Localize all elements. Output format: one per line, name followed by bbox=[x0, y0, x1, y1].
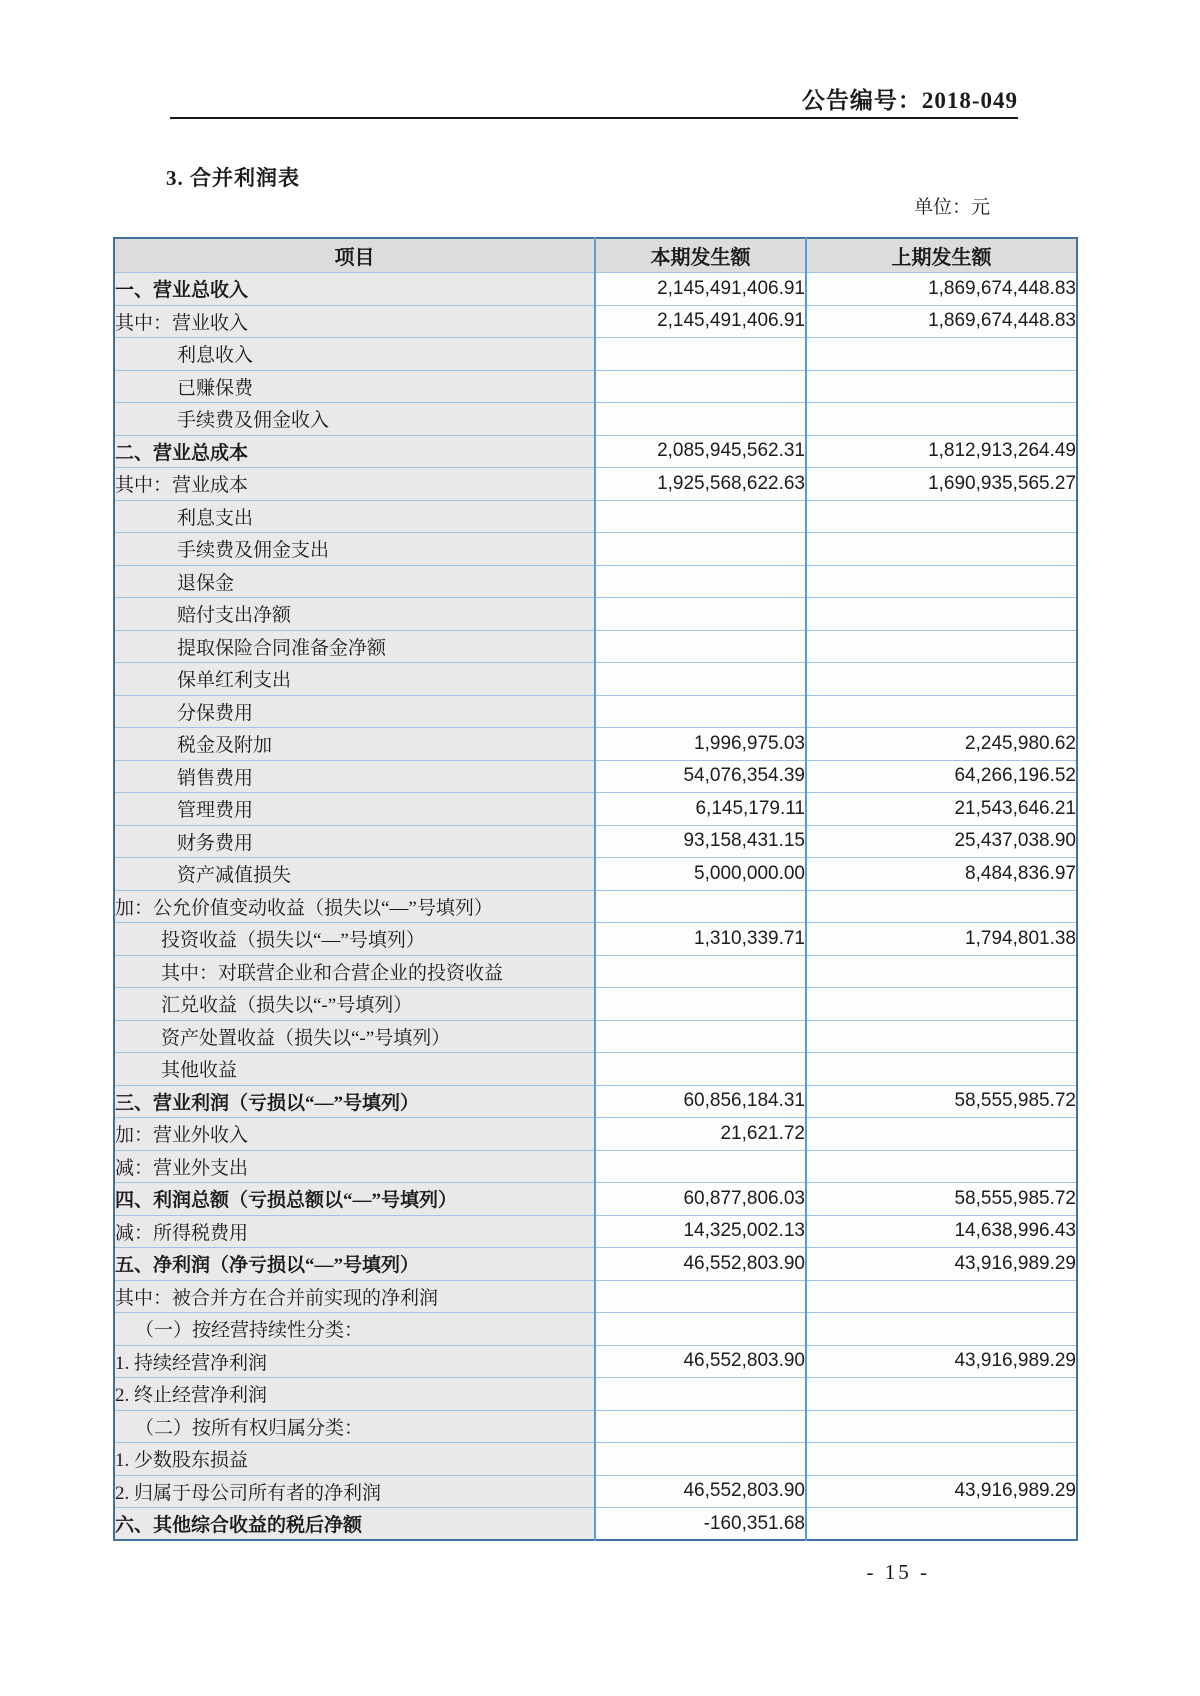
income-statement-table bbox=[113, 237, 1078, 1541]
row-label: 2. 终止经营净利润 bbox=[114, 1378, 595, 1411]
row-label: （一）按经营持续性分类： bbox=[114, 1313, 595, 1346]
table-row bbox=[114, 923, 1077, 956]
row-prior-value bbox=[806, 1378, 1077, 1411]
row-label: 投资收益（损失以“—”号填列） bbox=[114, 923, 595, 956]
table-row bbox=[114, 1313, 1077, 1346]
row-label: 其中：对联营企业和合营企业的投资收益 bbox=[114, 955, 595, 988]
row-prior-value bbox=[806, 663, 1077, 696]
row-label: 税金及附加 bbox=[114, 728, 595, 761]
table-row bbox=[114, 305, 1077, 338]
row-prior-value: 58,555,985.72 bbox=[806, 1085, 1077, 1118]
table-row bbox=[114, 825, 1077, 858]
row-prior-value bbox=[806, 630, 1077, 663]
row-prior-value: 43,916,989.29 bbox=[806, 1475, 1077, 1508]
row-current-value bbox=[595, 1443, 806, 1476]
row-current-value bbox=[595, 565, 806, 598]
row-current-value bbox=[595, 695, 806, 728]
row-current-value: 2,145,491,406.91 bbox=[595, 273, 806, 306]
row-current-value: 60,877,806.03 bbox=[595, 1183, 806, 1216]
row-label: 财务费用 bbox=[114, 825, 595, 858]
row-current-value bbox=[595, 403, 806, 436]
row-label: 其他收益 bbox=[114, 1053, 595, 1086]
row-current-value bbox=[595, 1410, 806, 1443]
row-current-value bbox=[595, 1053, 806, 1086]
table-row bbox=[114, 793, 1077, 826]
row-current-value: 14,325,002.13 bbox=[595, 1215, 806, 1248]
row-label: 加：公允价值变动收益（损失以“—”号填列） bbox=[114, 890, 595, 923]
table-row bbox=[114, 1345, 1077, 1378]
table-row bbox=[114, 1183, 1077, 1216]
table-row bbox=[114, 1280, 1077, 1313]
row-current-value: -160,351.68 bbox=[595, 1508, 806, 1541]
row-prior-value bbox=[806, 1313, 1077, 1346]
row-current-value: 93,158,431.15 bbox=[595, 825, 806, 858]
table-row bbox=[114, 1378, 1077, 1411]
unit-label: 单位：元 bbox=[913, 197, 990, 218]
row-label: 销售费用 bbox=[114, 760, 595, 793]
page-number: - 15 - bbox=[866, 1560, 930, 1584]
row-prior-value: 21,543,646.21 bbox=[806, 793, 1077, 826]
row-label: 手续费及佣金支出 bbox=[114, 533, 595, 566]
row-prior-value bbox=[806, 500, 1077, 533]
table-row bbox=[114, 435, 1077, 468]
section-title: 3. 合并利润表 bbox=[166, 166, 300, 190]
table-row bbox=[114, 1020, 1077, 1053]
row-current-value bbox=[595, 663, 806, 696]
row-current-value bbox=[595, 630, 806, 663]
row-prior-value bbox=[806, 370, 1077, 403]
table-row bbox=[114, 1150, 1077, 1183]
table-row bbox=[114, 760, 1077, 793]
doc-number: 公告编号：2018-049 bbox=[801, 88, 1018, 113]
table-row bbox=[114, 468, 1077, 501]
row-prior-value bbox=[806, 1443, 1077, 1476]
row-label: 管理费用 bbox=[114, 793, 595, 826]
row-label: 已赚保费 bbox=[114, 370, 595, 403]
row-current-value bbox=[595, 533, 806, 566]
table-row bbox=[114, 1248, 1077, 1281]
table-row bbox=[114, 858, 1077, 891]
row-label: 四、利润总额（亏损总额以“—”号填列） bbox=[114, 1183, 595, 1216]
table-row bbox=[114, 988, 1077, 1021]
row-prior-value: 1,690,935,565.27 bbox=[806, 468, 1077, 501]
row-label: 三、营业利润（亏损以“—”号填列） bbox=[114, 1085, 595, 1118]
row-label: 1. 持续经营净利润 bbox=[114, 1345, 595, 1378]
table-row bbox=[114, 955, 1077, 988]
row-current-value: 46,552,803.90 bbox=[595, 1248, 806, 1281]
row-prior-value: 58,555,985.72 bbox=[806, 1183, 1077, 1216]
row-label: 减：所得税费用 bbox=[114, 1215, 595, 1248]
row-current-value bbox=[595, 1150, 806, 1183]
row-current-value: 21,621.72 bbox=[595, 1118, 806, 1151]
table-row bbox=[114, 1475, 1077, 1508]
row-current-value bbox=[595, 1020, 806, 1053]
row-prior-value bbox=[806, 1020, 1077, 1053]
row-label: 资产减值损失 bbox=[114, 858, 595, 891]
row-prior-value bbox=[806, 338, 1077, 371]
row-prior-value: 64,266,196.52 bbox=[806, 760, 1077, 793]
row-prior-value: 8,484,836.97 bbox=[806, 858, 1077, 891]
row-prior-value bbox=[806, 1280, 1077, 1313]
row-current-value bbox=[595, 338, 806, 371]
table-row bbox=[114, 370, 1077, 403]
row-prior-value: 25,437,038.90 bbox=[806, 825, 1077, 858]
table-row bbox=[114, 598, 1077, 631]
row-current-value bbox=[595, 1280, 806, 1313]
row-label: 其中：被合并方在合并前实现的净利润 bbox=[114, 1280, 595, 1313]
row-prior-value: 1,794,801.38 bbox=[806, 923, 1077, 956]
row-current-value bbox=[595, 500, 806, 533]
row-label: 分保费用 bbox=[114, 695, 595, 728]
row-current-value: 46,552,803.90 bbox=[595, 1345, 806, 1378]
row-prior-value bbox=[806, 598, 1077, 631]
row-prior-value bbox=[806, 565, 1077, 598]
row-label: 2. 归属于母公司所有者的净利润 bbox=[114, 1475, 595, 1508]
row-label: 其中：营业收入 bbox=[114, 305, 595, 338]
table-row bbox=[114, 403, 1077, 436]
table-header-row bbox=[114, 238, 1077, 273]
table-row bbox=[114, 1085, 1077, 1118]
table-row bbox=[114, 273, 1077, 306]
table-row bbox=[114, 565, 1077, 598]
table-row bbox=[114, 1053, 1077, 1086]
row-prior-value bbox=[806, 533, 1077, 566]
row-current-value bbox=[595, 1313, 806, 1346]
row-current-value: 2,145,491,406.91 bbox=[595, 305, 806, 338]
row-prior-value bbox=[806, 988, 1077, 1021]
row-prior-value bbox=[806, 403, 1077, 436]
row-prior-value bbox=[806, 1053, 1077, 1086]
row-label: 六、其他综合收益的税后净额 bbox=[114, 1508, 595, 1541]
row-label: （二）按所有权归属分类： bbox=[114, 1410, 595, 1443]
row-current-value bbox=[595, 988, 806, 1021]
table-row bbox=[114, 1508, 1077, 1541]
row-prior-value: 1,869,674,448.83 bbox=[806, 305, 1077, 338]
row-current-value bbox=[595, 598, 806, 631]
table-row bbox=[114, 663, 1077, 696]
column-header-prior-period: 上期发生额 bbox=[806, 238, 1077, 273]
table-row bbox=[114, 338, 1077, 371]
row-current-value: 46,552,803.90 bbox=[595, 1475, 806, 1508]
row-current-value: 6,145,179.11 bbox=[595, 793, 806, 826]
column-header-item: 项目 bbox=[114, 238, 595, 273]
row-label: 退保金 bbox=[114, 565, 595, 598]
row-label: 加：营业外收入 bbox=[114, 1118, 595, 1151]
row-label: 减：营业外支出 bbox=[114, 1150, 595, 1183]
row-prior-value: 1,869,674,448.83 bbox=[806, 273, 1077, 306]
row-current-value: 1,310,339.71 bbox=[595, 923, 806, 956]
row-prior-value bbox=[806, 1150, 1077, 1183]
table-row bbox=[114, 695, 1077, 728]
row-current-value bbox=[595, 370, 806, 403]
row-label: 保单红利支出 bbox=[114, 663, 595, 696]
table-row bbox=[114, 728, 1077, 761]
row-current-value bbox=[595, 1378, 806, 1411]
row-current-value: 2,085,945,562.31 bbox=[595, 435, 806, 468]
row-label: 二、营业总成本 bbox=[114, 435, 595, 468]
row-prior-value: 2,245,980.62 bbox=[806, 728, 1077, 761]
row-label: 提取保险合同准备金净额 bbox=[114, 630, 595, 663]
row-current-value: 1,925,568,622.63 bbox=[595, 468, 806, 501]
row-current-value bbox=[595, 890, 806, 923]
table-row bbox=[114, 630, 1077, 663]
table-row bbox=[114, 890, 1077, 923]
row-current-value: 54,076,354.39 bbox=[595, 760, 806, 793]
header-rule bbox=[170, 117, 1018, 119]
row-label: 手续费及佣金收入 bbox=[114, 403, 595, 436]
income-table-body bbox=[114, 273, 1077, 1541]
row-prior-value bbox=[806, 890, 1077, 923]
row-label: 汇兑收益（损失以“-”号填列） bbox=[114, 988, 595, 1021]
table-row bbox=[114, 1443, 1077, 1476]
row-current-value: 5,000,000.00 bbox=[595, 858, 806, 891]
row-prior-value bbox=[806, 1410, 1077, 1443]
row-current-value: 60,856,184.31 bbox=[595, 1085, 806, 1118]
table-row bbox=[114, 533, 1077, 566]
table-row bbox=[114, 500, 1077, 533]
table-row bbox=[114, 1118, 1077, 1151]
row-prior-value: 43,916,989.29 bbox=[806, 1345, 1077, 1378]
column-header-current-period: 本期发生额 bbox=[595, 238, 806, 273]
row-prior-value bbox=[806, 1508, 1077, 1541]
row-current-value: 1,996,975.03 bbox=[595, 728, 806, 761]
row-label: 一、营业总收入 bbox=[114, 273, 595, 306]
row-label: 利息支出 bbox=[114, 500, 595, 533]
row-label: 资产处置收益（损失以“-”号填列） bbox=[114, 1020, 595, 1053]
row-prior-value: 1,812,913,264.49 bbox=[806, 435, 1077, 468]
row-current-value bbox=[595, 955, 806, 988]
row-prior-value bbox=[806, 955, 1077, 988]
row-label: 利息收入 bbox=[114, 338, 595, 371]
row-label: 五、净利润（净亏损以“—”号填列） bbox=[114, 1248, 595, 1281]
table-row bbox=[114, 1410, 1077, 1443]
table-row bbox=[114, 1215, 1077, 1248]
row-prior-value: 14,638,996.43 bbox=[806, 1215, 1077, 1248]
row-label: 1. 少数股东损益 bbox=[114, 1443, 595, 1476]
row-label: 其中：营业成本 bbox=[114, 468, 595, 501]
row-prior-value: 43,916,989.29 bbox=[806, 1248, 1077, 1281]
row-prior-value bbox=[806, 695, 1077, 728]
row-prior-value bbox=[806, 1118, 1077, 1151]
row-label: 赔付支出净额 bbox=[114, 598, 595, 631]
